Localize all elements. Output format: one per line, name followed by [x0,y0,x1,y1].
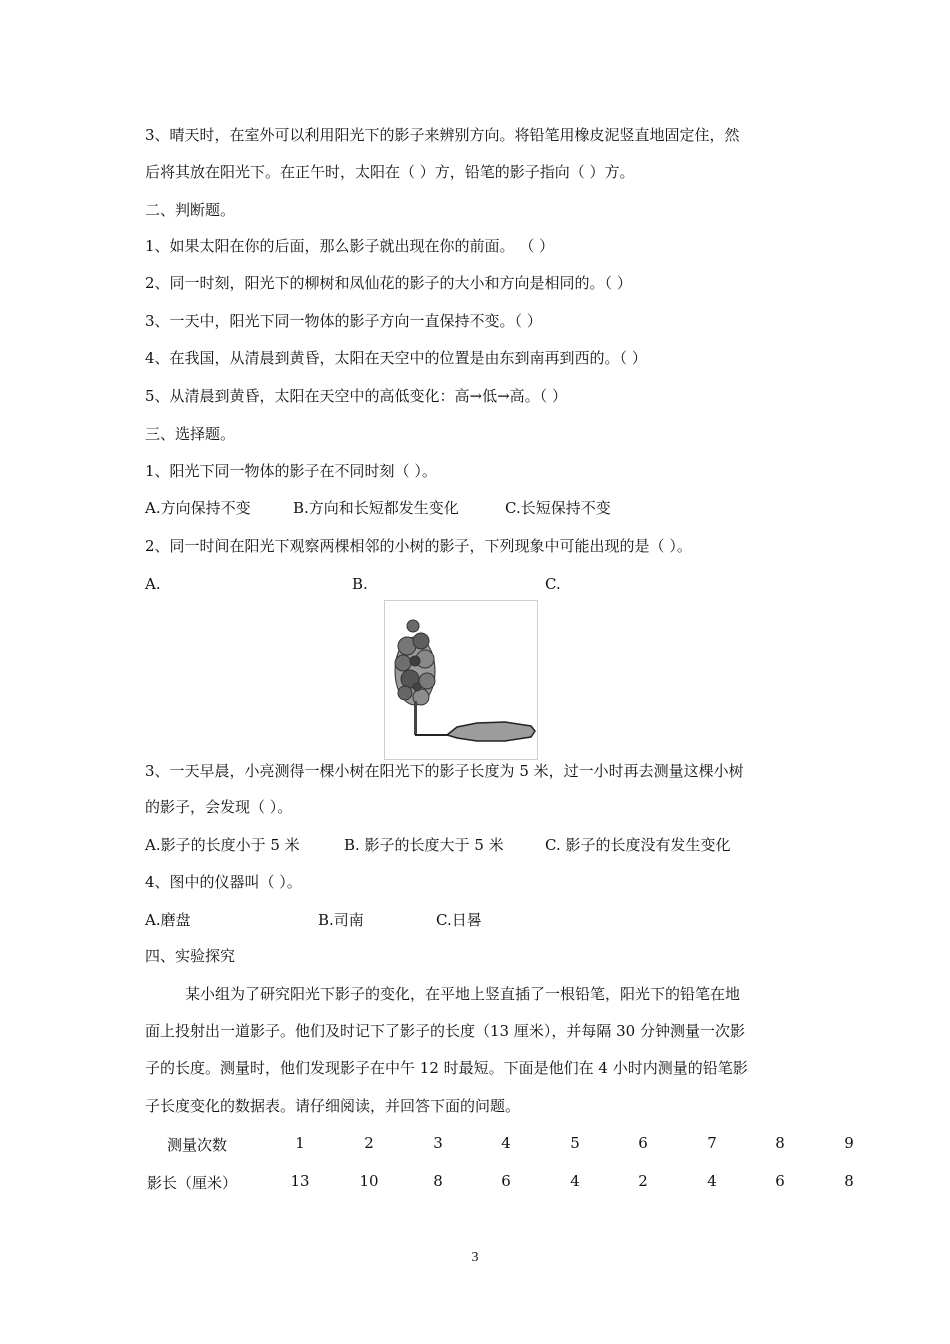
tree-foliage [395,620,435,705]
choice-q2-option-a: A. [145,575,161,593]
section4-title: 四、实验探究 [145,947,236,965]
table-cell: 10 [359,1172,379,1190]
experiment-para-line2: 面上投射出一道影子。他们及时记下了影子的长度（13 厘米），并每隔 30 分钟测量一次影 [145,1022,745,1040]
table-row-shadow-length [0,1172,950,1192]
judge-item-4: 4、在我国，从清晨到黄昏，太阳在天空中的位置是由东到南再到西的。（ ） [145,349,647,367]
judge-item-1: 1、如果太阳在你的后面，那么影子就出现在你的前面。 （ ） [145,237,555,255]
q3-fill-line1: 3、晴天时，在室外可以利用阳光下的影子来辨别方向。将铅笔用橡皮泥竖直地固定住，然 [145,126,740,144]
table-cell: 5 [570,1134,580,1152]
experiment-para-line1: 某小组为了研究阳光下影子的变化，在平地上竖直插了一根铅笔，阳光下的铅笔在地 [185,985,741,1003]
judge-item-3: 3、一天中，阳光下同一物体的影子方向一直保持不变。（ ） [145,312,542,330]
choice-q4-options [145,910,482,930]
table-cell: 13 [290,1172,310,1190]
table-label-measure-count: 测量次数 [167,1136,228,1154]
table-cell: 8 [433,1172,443,1190]
table-label-shadow-length: 影长（厘米） [147,1174,238,1192]
section3-title: 三、选择题。 [145,425,236,443]
tree-shadow-drawing [385,601,537,759]
choice-q1-text: 1、阳光下同一物体的影子在不同时刻（ ）。 [145,462,437,480]
table-cell: 7 [707,1134,717,1152]
choice-q1-option-c: C.长短保持不变 [505,499,611,517]
judge-item-2: 2、同一时刻，阳光下的柳树和凤仙花的影子的大小和方向是相同的。（ ） [145,274,632,292]
choice-q3-option-b: B. 影子的长度大于 5 米 [344,836,504,854]
page-number: 3 [471,1250,479,1265]
table-cell: 8 [775,1134,785,1152]
choice-q1-option-b: B.方向和长短都发生变化 [293,499,459,517]
table-row-measure-count [0,1134,950,1154]
section2-title: 二、判断题。 [145,201,236,219]
table-cell: 6 [638,1134,648,1152]
choice-q3-option-a: A.影子的长度小于 5 米 [145,836,300,854]
tree-shadow-image [384,600,538,760]
choice-q3-line2: 的影子，会发现（ ）。 [145,798,293,816]
table-cell: 2 [364,1134,374,1152]
table-cell: 6 [775,1172,785,1190]
choice-q1-options [145,498,611,518]
experiment-para-line3: 子的长度。测量时，他们发现影子在中午 12 时最短。下面是他们在 4 小时内测量的铅笔影 [145,1059,748,1077]
choice-q4-text: 4、图中的仪器叫（ ）。 [145,873,302,891]
choice-q2-option-c: C. [545,575,561,593]
table-cell: 4 [501,1134,511,1152]
choice-q4-option-a: A.磨盘 [145,911,191,929]
choice-q4-option-b: B.司南 [318,911,364,929]
table-cell: 4 [707,1172,717,1190]
choice-q3-option-c: C. 影子的长度没有发生变化 [545,836,731,854]
tree-shadow [447,722,535,741]
experiment-para-line4: 子长度变化的数据表。请仔细阅读，并回答下面的问题。 [145,1097,521,1115]
choice-q2-text: 2、同一时间在阳光下观察两棵相邻的小树的影子，下列现象中可能出现的是（ ）。 [145,537,692,555]
q3-fill-line2: 后将其放在阳光下。在正午时，太阳在（ ）方，铅笔的影子指向（ ）方。 [145,163,635,181]
choice-q3-options [145,835,730,855]
table-cell: 9 [844,1134,854,1152]
table-cell: 1 [295,1134,305,1152]
table-cell: 4 [570,1172,580,1190]
judge-item-5: 5、从清晨到黄昏，太阳在天空中的高低变化：高→低→高。（ ） [145,387,567,405]
table-cell: 3 [433,1134,443,1152]
table-cell: 6 [501,1172,511,1190]
choice-q3-line1: 3、一天早晨，小亮测得一棵小树在阳光下的影子长度为 5 米，过一小时再去测量这棵小树 [145,762,744,780]
choice-q2-option-b: B. [352,575,368,593]
table-cell: 2 [638,1172,648,1190]
table-cell: 8 [844,1172,854,1190]
choice-q4-option-c: C.日晷 [436,911,482,929]
tree-trunk [414,701,417,735]
choice-q1-option-a: A.方向保持不变 [145,499,251,517]
